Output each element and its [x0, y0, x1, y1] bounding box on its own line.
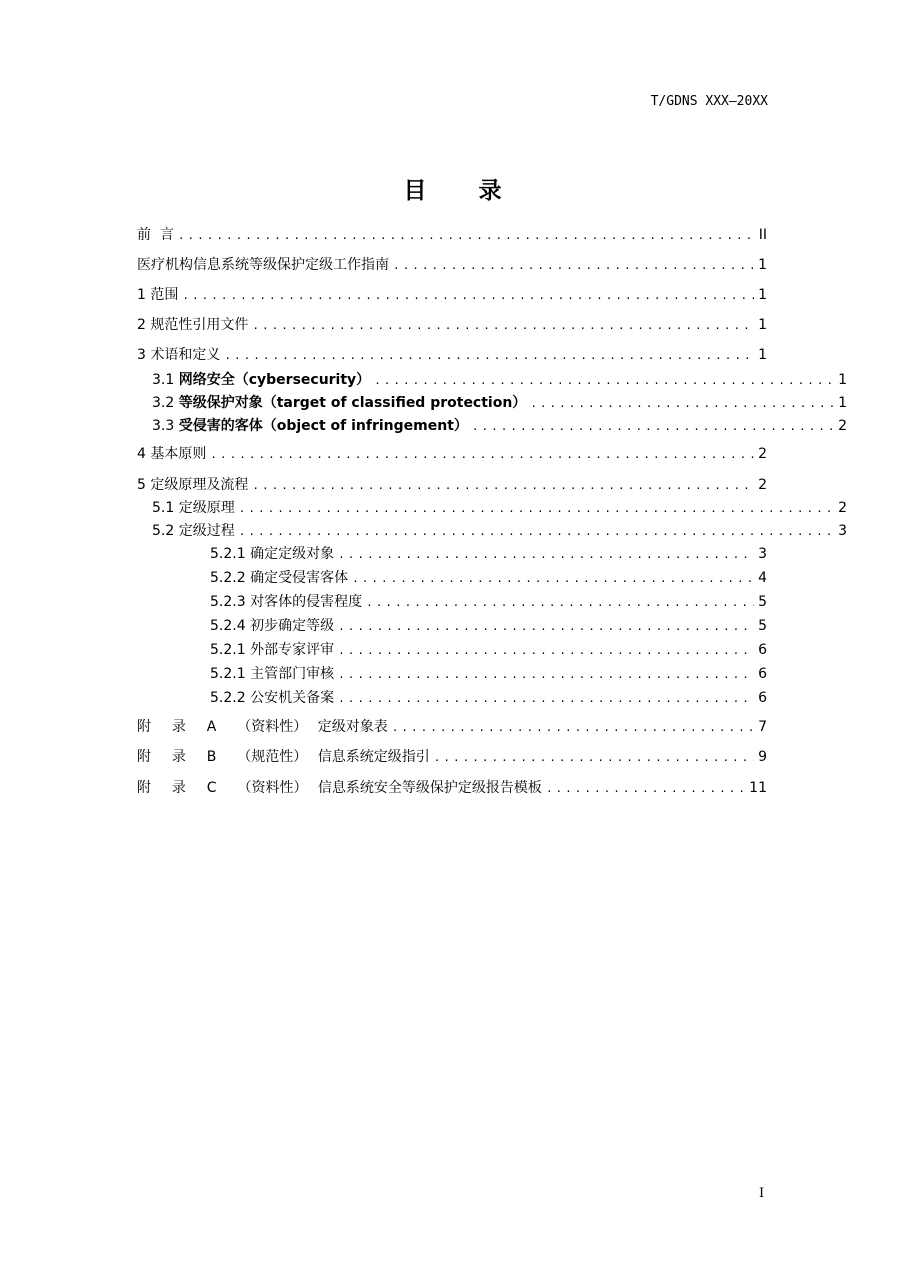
- toc-page: 1: [758, 317, 767, 333]
- toc-entry-appendix-c[interactable]: [137, 779, 767, 798]
- toc-label: 5.2.3 对客体的侵害程度: [210, 594, 363, 610]
- toc-leader: [182, 287, 754, 305]
- toc-page: 3: [838, 523, 847, 539]
- toc-page: 7: [758, 719, 767, 735]
- page-number: I: [759, 1186, 765, 1201]
- toc-term: 等级保护对象（target of classified protection）: [178, 395, 527, 411]
- toc-entry-3-2[interactable]: [152, 394, 847, 413]
- toc-entry-5-2[interactable]: [152, 522, 847, 541]
- toc-entry-police-filing[interactable]: [210, 689, 767, 708]
- toc-page: 1: [758, 287, 767, 303]
- toc-label: 5.2 定级过程: [152, 523, 235, 539]
- toc-label: [152, 417, 468, 435]
- toc-leader: [530, 395, 834, 413]
- toc-leader: [178, 227, 755, 245]
- toc-label: [152, 394, 526, 412]
- toc-page: 5: [758, 618, 767, 634]
- document-code: T/GDNS XXX—20XX: [650, 94, 768, 109]
- toc-page: 6: [758, 642, 767, 658]
- toc-leader: [546, 780, 745, 798]
- toc-label: 5.2.4 初步确定等级: [210, 618, 335, 634]
- toc-entry-appendix-a[interactable]: [137, 718, 767, 737]
- toc-entry-authority-review[interactable]: [210, 665, 767, 684]
- toc-label: 1 范围: [137, 287, 179, 303]
- toc-entry-appendix-b[interactable]: [137, 748, 767, 767]
- toc-page: 4: [758, 570, 767, 586]
- toc-entry-normative-references[interactable]: [137, 316, 767, 335]
- toc-leader: [338, 642, 754, 660]
- toc-label: 附 录 C （资料性） 信息系统安全等级保护定级报告模板: [137, 780, 542, 796]
- toc-leader: [338, 546, 754, 564]
- toc-entry-foreword[interactable]: [137, 226, 767, 245]
- toc-label: 前 言: [137, 227, 174, 243]
- toc-page: 2: [758, 477, 767, 493]
- toc-leader: [338, 690, 754, 708]
- toc-label: [152, 371, 370, 389]
- toc-label: 5.1 定级原理: [152, 500, 235, 516]
- toc-page: 5: [758, 594, 767, 610]
- toc-page: 6: [758, 690, 767, 706]
- toc-label: 附 录 A （资料性） 定级对象表: [137, 719, 388, 735]
- toc-label: 5 定级原理及流程: [137, 477, 249, 493]
- toc-entry-5-2-2[interactable]: [210, 569, 767, 588]
- toc-leader: [252, 477, 754, 495]
- toc-entry-expert-review[interactable]: [210, 641, 767, 660]
- toc-entry-basic-principles[interactable]: [137, 445, 767, 464]
- toc-leader: [252, 317, 754, 335]
- toc-entry-5-2-4[interactable]: [210, 617, 767, 636]
- toc-page: 1: [838, 395, 847, 411]
- toc-number: 3.3: [152, 418, 179, 434]
- toc-page: 2: [758, 446, 767, 462]
- toc-page: 2: [838, 418, 847, 434]
- toc-entry-5-2-1[interactable]: [210, 545, 767, 564]
- toc-term: 网络安全（cybersecurity）: [178, 372, 371, 388]
- toc-leader: [434, 749, 754, 767]
- toc-label: 5.2.2 确定受侵害客体: [210, 570, 349, 586]
- toc-page: 1: [758, 257, 767, 273]
- toc-leader: [374, 372, 834, 390]
- toc-page: 9: [758, 749, 767, 765]
- toc-leader: [392, 719, 754, 737]
- toc-label: 5.2.1 主管部门审核: [210, 666, 335, 682]
- toc-entry-grading-process[interactable]: [137, 476, 767, 495]
- toc-leader: [239, 500, 834, 518]
- toc-title: 目 录: [403, 178, 524, 204]
- toc-label: 5.2.1 确定定级对象: [210, 546, 335, 562]
- toc-entry-3-3[interactable]: [152, 417, 847, 436]
- toc-page: 11: [749, 780, 767, 796]
- toc-number: 3.2: [152, 395, 179, 411]
- toc-leader: [366, 594, 754, 612]
- toc-leader: [239, 523, 834, 541]
- toc-leader: [338, 666, 754, 684]
- toc-leader: [224, 347, 754, 365]
- toc-label: 3 术语和定义: [137, 347, 221, 363]
- toc-page: 1: [838, 372, 847, 388]
- toc-leader: [210, 446, 754, 464]
- toc-entry-5-1[interactable]: [152, 499, 847, 518]
- toc-term: 受侵害的客体（object of infringement）: [178, 418, 468, 434]
- toc-leader: [352, 570, 754, 588]
- toc-page: 1: [758, 347, 767, 363]
- toc-label: 5.2.2 公安机关备案: [210, 690, 335, 706]
- toc-entry-terms[interactable]: [137, 346, 767, 365]
- toc-entry-5-2-3[interactable]: [210, 593, 767, 612]
- toc-label: 2 规范性引用文件: [137, 317, 249, 333]
- toc-entry-3-1[interactable]: [152, 371, 847, 390]
- toc-number: 3.1: [152, 372, 179, 388]
- toc-leader: [472, 418, 834, 436]
- toc-leader: [338, 618, 754, 636]
- toc-page: 2: [838, 500, 847, 516]
- toc-leader: [393, 257, 754, 275]
- toc-label: 医疗机构信息系统等级保护定级工作指南: [137, 257, 389, 273]
- toc-label: 4 基本原则: [137, 446, 207, 462]
- toc-entry-guide[interactable]: [137, 256, 767, 275]
- toc-page: 6: [758, 666, 767, 682]
- toc-entry-scope[interactable]: [137, 286, 767, 305]
- toc-page: 3: [758, 546, 767, 562]
- toc-page: II: [758, 227, 767, 243]
- toc-label: 5.2.1 外部专家评审: [210, 642, 335, 658]
- toc-label: 附 录 B （规范性） 信息系统定级指引: [137, 749, 430, 765]
